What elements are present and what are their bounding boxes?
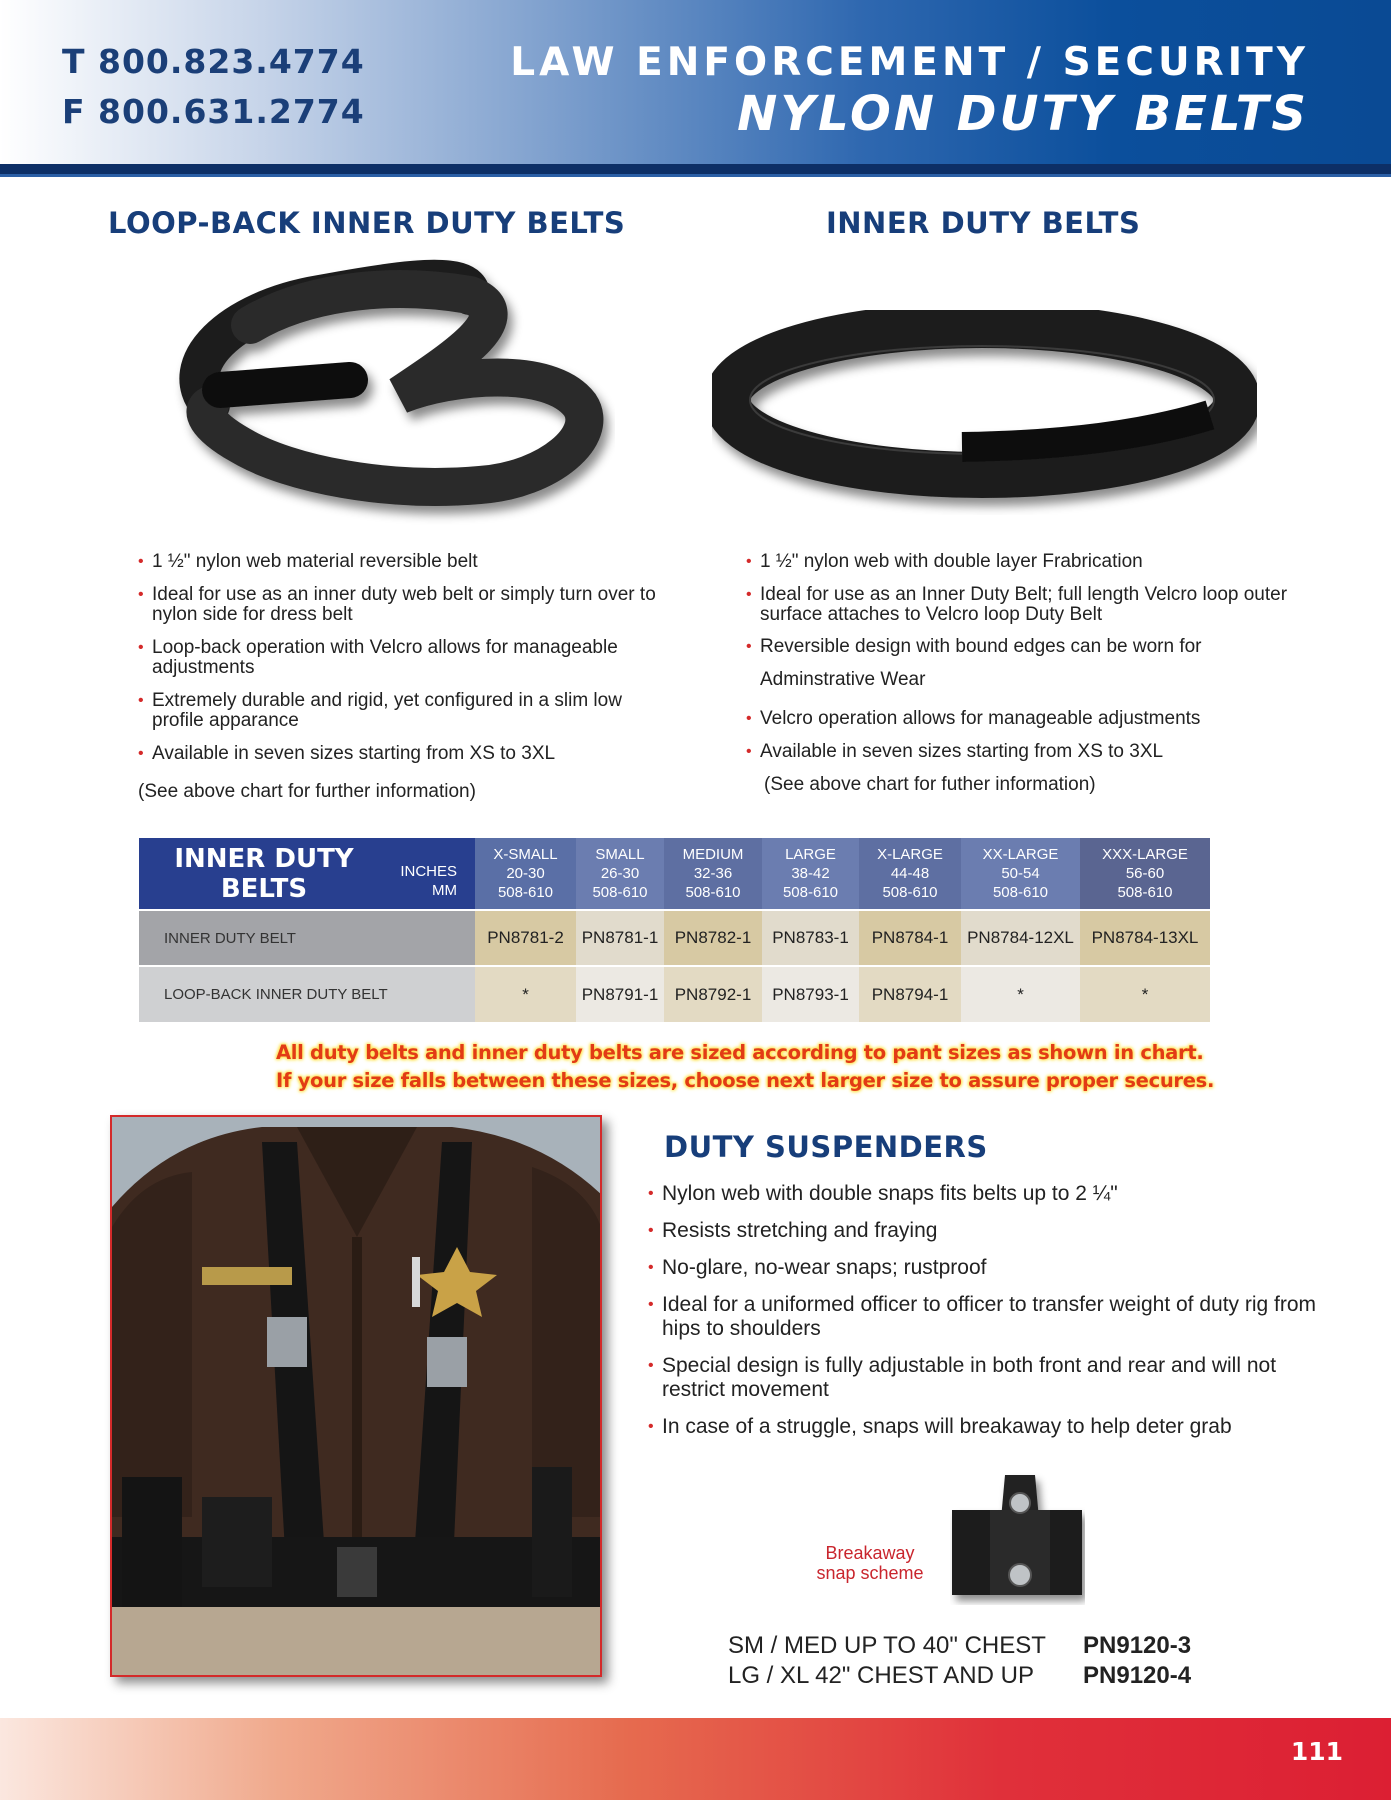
size-column-header [664,838,762,910]
part-number-cell: PN8791-1 [576,966,664,1022]
phone-number[interactable]: T 800.823.4774 [62,42,365,81]
table-title: INNER DUTY BELTS [174,844,354,904]
header-rule [0,164,1391,174]
part-number-cell: * [961,966,1080,1022]
inner-belts-title: INNER DUTY BELTS [826,206,1141,240]
table-units [400,862,457,900]
list-item: • Resists stretching and fraying [648,1219,1318,1243]
table-title-cell [139,838,475,910]
order-size-label: LG / XL 42" CHEST AND UP [728,1662,1034,1689]
list-item: • Loop-back operation with Velcro allows for manageable adjustments [138,638,668,678]
part-number-cell: PN8783-1 [762,910,859,966]
size-name: X-LARGE [877,846,943,863]
size-mm: 508-610 [882,884,938,901]
part-number-cell: PN8792-1 [664,966,762,1022]
page-title: NYLON DUTY BELTS [737,86,1309,142]
size-header-row [139,838,1210,910]
inner-features [746,552,1306,775]
sizing-warning-line-2: If your size falls between these sizes, choose next larger size to assure proper secures. [276,1069,1215,1092]
size-mm: 508-610 [782,884,839,901]
unit-mm: MM [432,882,457,899]
size-inches: 38-42 [791,865,830,882]
list-item: • 1 ½" nylon web with double layer Frabrication [746,552,1306,572]
part-number-cell: PN8784-12XL [961,910,1080,966]
size-inches: 26-30 [600,865,640,882]
suspenders-title: DUTY SUSPENDERS [664,1130,988,1164]
order-part-number: PN9120-3 [1083,1632,1192,1659]
list-item: • 1 ½" nylon web material reversible belt [138,552,668,572]
loopback-features [138,552,668,777]
fax-number: F 800.631.2774 [62,92,365,131]
size-inches: 32-36 [693,865,733,882]
suspenders-features [648,1182,1318,1452]
size-name: SMALL [595,846,645,863]
order-line [728,1632,1192,1660]
snap-caption-line-2: snap scheme [816,1563,924,1583]
inner-belt-image [712,295,1257,515]
list-item: • Ideal for use as an inner duty web belt or simply turn over to nylon side for dress belt [138,585,668,625]
order-line [728,1662,1192,1690]
size-inches: 50-54 [1001,865,1040,882]
size-name: X-SMALL [493,846,558,863]
loopback-belts-title: LOOP-BACK INNER DUTY BELTS [108,206,626,240]
row-label: INNER DUTY BELT [139,910,475,966]
size-mm: 508-610 [497,884,554,901]
part-number-cell: PN8784-13XL [1080,910,1210,966]
list-item: • Extremely durable and rigid, yet configured in a slim low profile apparance [138,691,668,731]
size-name: LARGE [785,846,836,863]
part-number-cell: PN8781-2 [475,910,576,966]
list-item: • Available in seven sizes starting from XS to 3XL [138,744,668,764]
size-mm: 508-610 [592,884,648,901]
part-number-cell: PN8784-1 [859,910,961,966]
size-mm: 508-610 [685,884,741,901]
size-inches: 44-48 [890,865,930,882]
size-name: MEDIUM [682,846,744,863]
list-item: • No-glare, no-wear snaps; rustproof [648,1256,1318,1280]
size-column-header [576,838,664,910]
loopback-chart-note: (See above chart for further information) [138,781,476,802]
order-part-number: PN9120-4 [1083,1662,1192,1689]
list-item: • Velcro operation allows for manageable adjustments [746,709,1306,729]
snap-caption-line-1: Breakaway [825,1543,915,1563]
size-column-header [475,838,576,910]
list-item: • Nylon web with double snaps fits belts up to 2 ¼" [648,1182,1318,1206]
part-number-cell: PN8781-1 [576,910,664,966]
size-name: XX-LARGE [982,846,1059,863]
row-label: LOOP-BACK INNER DUTY BELT [139,966,475,1022]
part-number-cell: PN8782-1 [664,910,762,966]
inner-chart-note: (See above chart for futher information) [764,774,1096,795]
part-number-cell: * [475,966,576,1022]
list-item: • In case of a struggle, snaps will breakaway to help deter grab [648,1415,1318,1439]
list-item: • Ideal for use as an Inner Duty Belt; full length Velcro loop outer surface attaches to Velcro loop Duty Belt [746,585,1306,625]
size-table [139,838,1210,1022]
category-title: LAW ENFORCEMENT / SECURITY [510,40,1309,85]
size-column-header [859,838,961,910]
snap-caption [800,1543,940,1583]
part-number-cell: PN8794-1 [859,966,961,1022]
order-size-label: SM / MED UP TO 40" CHEST [728,1632,1046,1659]
list-item: • Special design is fully adjustable in both front and rear and will not restrict movement [648,1354,1318,1402]
size-inches: 56-60 [1125,865,1165,882]
size-name: XXX-LARGE [1102,846,1188,863]
sizing-warning-line-1: All duty belts and inner duty belts are sized according to pant sizes as shown in chart. [276,1041,1204,1064]
list-item: • Ideal for a uniformed officer to officer to transfer weight of duty rig from hips to shoulders [648,1293,1318,1341]
list-item: • Available in seven sizes starting from XS to 3XL [746,742,1306,762]
size-mm: 508-610 [1117,884,1173,901]
table-row [139,966,1210,1022]
page-number: 111 [1290,1737,1343,1766]
unit-inches: INCHES [400,863,457,880]
size-inches: 20-30 [506,865,545,882]
size-mm: 508-610 [992,884,1049,901]
header-rule-accent [0,174,1391,177]
size-column-header [1080,838,1210,910]
breakaway-snap-image [950,1470,1085,1605]
size-column-header [961,838,1080,910]
loopback-belt-image [170,255,615,535]
table-row [139,910,1210,966]
page-footer [0,1718,1391,1800]
part-number-cell: PN8793-1 [762,966,859,1022]
list-item: • Reversible design with bound edges can be worn for Adminstrative Wear [746,630,1226,696]
officer-illustration [112,1117,602,1677]
part-number-cell: * [1080,966,1210,1022]
size-column-header [762,838,859,910]
officer-suspenders-photo [110,1115,602,1677]
